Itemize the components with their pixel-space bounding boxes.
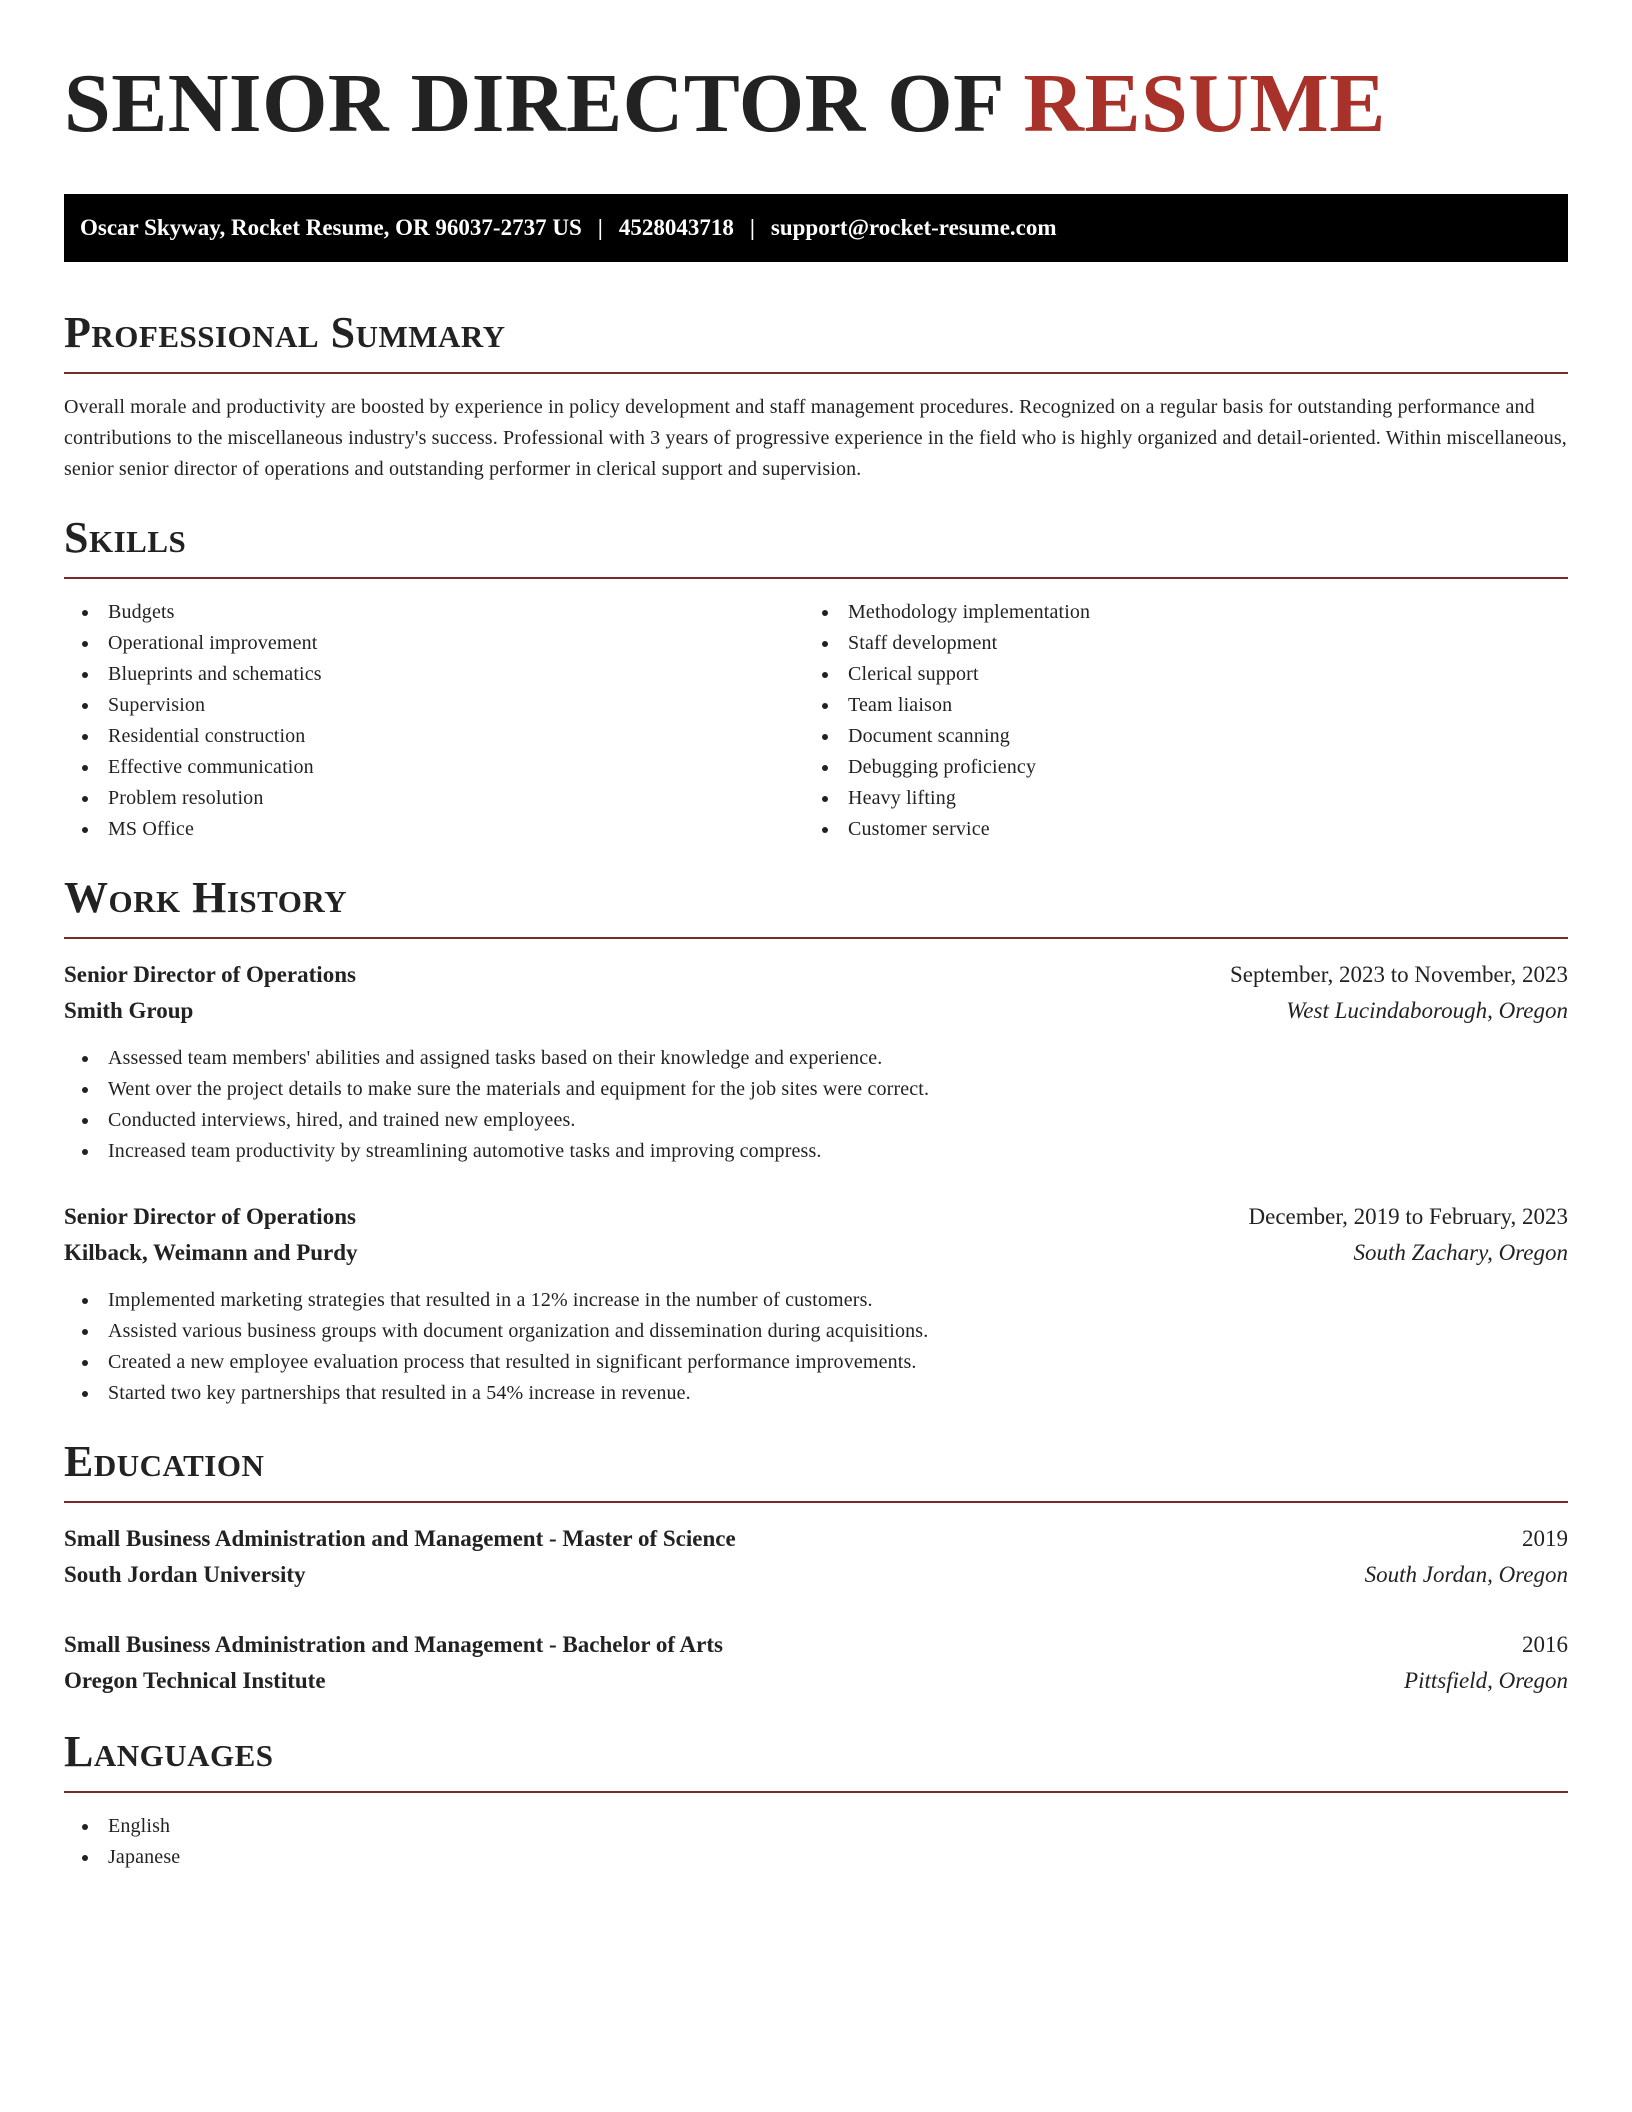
- education-location: Pittsfield, Oregon: [1404, 1668, 1568, 1693]
- education-entry: [64, 1627, 1568, 1699]
- education-year: 2016: [1522, 1632, 1568, 1657]
- section-divider: [64, 372, 1568, 374]
- job-location: West Lucindaborough, Oregon: [1286, 998, 1568, 1023]
- job-location: South Zachary, Oregon: [1353, 1240, 1568, 1265]
- skill-item: Customer service: [804, 814, 1544, 845]
- skill-item: Debugging proficiency: [804, 752, 1544, 783]
- contact-phone: 4528043718: [618, 215, 734, 240]
- education-year: 2019: [1522, 1526, 1568, 1551]
- resume-title: [64, 58, 1568, 150]
- job-duty: Started two key partnerships that resulted in a 54% increase in revenue.: [64, 1378, 1568, 1409]
- skill-item: Problem resolution: [64, 783, 804, 814]
- section-divider: [64, 1501, 1568, 1503]
- section-divider: [64, 937, 1568, 939]
- skill-item: Supervision: [64, 690, 804, 721]
- education-section: [64, 1437, 1568, 1699]
- job-duty: Increased team productivity by streamlining automotive tasks and improving compress.: [64, 1136, 1568, 1167]
- skill-item: MS Office: [64, 814, 804, 845]
- job-entry: [64, 957, 1568, 1167]
- job-duties-list: [64, 1285, 1568, 1409]
- section-divider: [64, 1791, 1568, 1793]
- title-main: SENIOR DIRECTOR OF: [64, 57, 1002, 150]
- job-header-row: [64, 1199, 1568, 1235]
- contact-address: Oscar Skyway, Rocket Resume, OR 96037-2737 US: [80, 215, 582, 240]
- section-title: Skills: [64, 513, 187, 562]
- job-duties-list: [64, 1043, 1568, 1167]
- skill-item: Residential construction: [64, 721, 804, 752]
- job-duty: Assisted various business groups with document organization and dissemination during acquisitions.: [64, 1316, 1568, 1347]
- education-degree-row: [64, 1521, 1568, 1557]
- job-duty: Conducted interviews, hired, and trained new employees.: [64, 1105, 1568, 1136]
- skill-item: Team liaison: [804, 690, 1544, 721]
- section-divider: [64, 577, 1568, 579]
- skills-list-right: [804, 597, 1544, 845]
- contact-separator: |: [749, 215, 755, 240]
- language-item: Japanese: [64, 1842, 1568, 1873]
- job-company: Smith Group: [64, 998, 194, 1023]
- skill-item: Effective communication: [64, 752, 804, 783]
- section-title: Languages: [64, 1727, 274, 1776]
- job-company-row: [64, 993, 1568, 1029]
- job-duty: Created a new employee evaluation process that resulted in significant performance improvements.: [64, 1347, 1568, 1378]
- work-history-section: [64, 873, 1568, 1409]
- job-duty: Went over the project details to make sure the materials and equipment for the job sites were correct.: [64, 1074, 1568, 1105]
- job-company: Kilback, Weimann and Purdy: [64, 1240, 358, 1265]
- job-company-row: [64, 1235, 1568, 1271]
- job-header-row: [64, 957, 1568, 993]
- summary-text: Overall morale and productivity are boosted by experience in policy development and staff management procedures. Recognized on a regular basis for outstanding performance and contributions to the miscellaneous industry's success. Professional with 3 years of progressive experience in the field who is highly organized and detail-oriented. Within miscellaneous, senior senior director of operations and outstanding performer in clerical support and supervision.: [64, 396, 1567, 480]
- job-dates: September, 2023 to November, 2023: [1230, 962, 1568, 987]
- languages-section: [64, 1727, 1568, 1873]
- education-school-row: [64, 1557, 1568, 1593]
- skill-item: Budgets: [64, 597, 804, 628]
- contact-email: support@rocket-resume.com: [770, 215, 1057, 240]
- summary-section: [64, 308, 1568, 485]
- job-dates: December, 2019 to February, 2023: [1248, 1204, 1568, 1229]
- skills-columns: [64, 597, 1568, 845]
- skill-item: Methodology implementation: [804, 597, 1544, 628]
- job-role: Senior Director of Operations: [64, 962, 356, 987]
- job-duty: Assessed team members' abilities and assigned tasks based on their knowledge and experience.: [64, 1043, 1568, 1074]
- education-school-row: [64, 1663, 1568, 1699]
- skill-item: Heavy lifting: [804, 783, 1544, 814]
- education-entry: [64, 1521, 1568, 1593]
- title-accent: RESUME: [1023, 57, 1386, 150]
- skill-item: Document scanning: [804, 721, 1544, 752]
- skills-list-left: [64, 597, 804, 845]
- education-location: South Jordan, Oregon: [1364, 1562, 1568, 1587]
- skills-section: [64, 513, 1568, 845]
- skill-item: Blueprints and schematics: [64, 659, 804, 690]
- section-title: Education: [64, 1437, 265, 1486]
- languages-list: [64, 1811, 1568, 1873]
- education-degree-row: [64, 1627, 1568, 1663]
- education-degree: Small Business Administration and Management - Bachelor of Arts: [64, 1632, 723, 1657]
- education-school: South Jordan University: [64, 1562, 306, 1587]
- skill-item: Staff development: [804, 628, 1544, 659]
- contact-bar: [64, 194, 1568, 262]
- job-entry: [64, 1199, 1568, 1409]
- education-school: Oregon Technical Institute: [64, 1668, 326, 1693]
- language-item: English: [64, 1811, 1568, 1842]
- section-title: Professional Summary: [64, 308, 506, 357]
- section-title: Work History: [64, 873, 348, 922]
- skill-item: Clerical support: [804, 659, 1544, 690]
- education-degree: Small Business Administration and Management - Master of Science: [64, 1526, 736, 1551]
- contact-separator: |: [597, 215, 603, 240]
- skill-item: Operational improvement: [64, 628, 804, 659]
- job-duty: Implemented marketing strategies that resulted in a 12% increase in the number of customers.: [64, 1285, 1568, 1316]
- job-role: Senior Director of Operations: [64, 1204, 356, 1229]
